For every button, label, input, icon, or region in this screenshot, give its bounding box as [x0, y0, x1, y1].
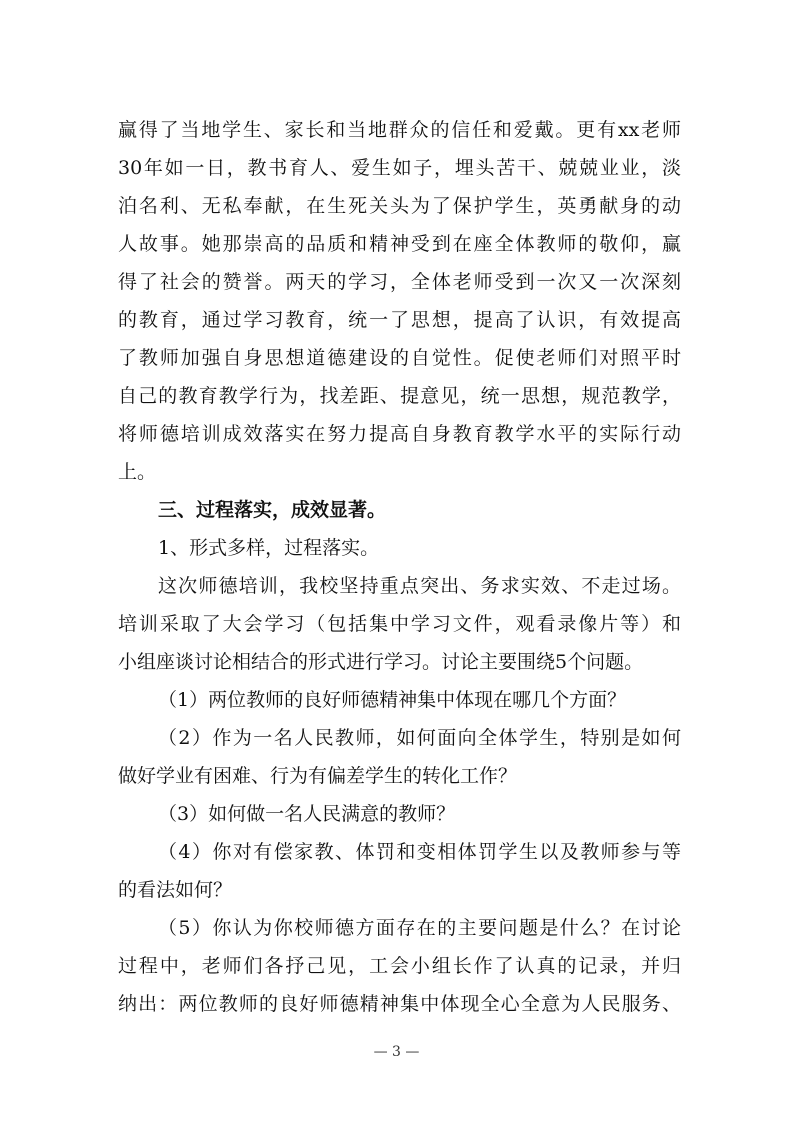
page-number: — 3 —	[373, 1044, 420, 1060]
text-line: 赢得了当地学生、家长和当地群众的信任和爱戴。更有xx老师	[118, 119, 681, 141]
paragraph	[118, 681, 681, 719]
text-line: （4）你对有偿家教、体罚和变相体罚学生以及教师参与等	[158, 841, 681, 863]
text-line: （3）如何做一名人民满意的教师？	[158, 803, 456, 825]
text-line: 上。	[118, 461, 157, 483]
paragraph	[118, 909, 681, 1023]
text-line: 得了社会的赞誉。两天的学习，全体老师受到一次又一次深刻	[118, 271, 681, 293]
section-heading	[118, 491, 681, 529]
paragraph	[118, 833, 681, 909]
text-line: 人故事。她那崇高的品质和精神受到在座全体教师的敬仰，赢	[118, 233, 681, 255]
text-line: 纳出：两位教师的良好师德精神集中体现全心全意为人民服务、	[118, 993, 681, 1015]
text-line: 培训采取了大会学习（包括集中学习文件，观看录像片等）和	[118, 613, 681, 635]
paragraph	[118, 111, 681, 491]
text-line: 这次师德培训，我校坚持重点突出、务求实效、不走过场。	[158, 575, 681, 597]
text-line: 过程中，老师们各抒己见，工会小组长作了认真的记录，并归	[118, 955, 681, 977]
text-line: 的看法如何？	[118, 879, 233, 901]
text-line: 的教育，通过学习教育，统一了思想，提高了认识，有效提高	[118, 309, 681, 331]
text-line: 将师德培训成效落实在努力提高自身教育教学水平的实际行动	[118, 423, 681, 445]
paragraph	[118, 567, 681, 681]
text-line: （1）两位教师的良好师德精神集中体现在哪几个方面？	[158, 689, 627, 711]
heading-text: 三、过程落实，成效显著。	[158, 499, 387, 521]
text-line: （5）你认为你校师德方面存在的主要问题是什么？在讨论	[158, 917, 681, 939]
document-body	[118, 111, 681, 1023]
text-line: 自己的教育教学行为，找差距、提意见，统一思想，规范教学，	[118, 385, 681, 407]
text-line: （2）作为一名人民教师，如何面向全体学生，特别是如何	[158, 727, 681, 749]
text-line: 做好学业有困难、行为有偏差学生的转化工作？	[118, 765, 518, 787]
text-line: 泊名利、无私奉献，在生死关头为了保护学生，英勇献身的动	[118, 195, 681, 217]
text-line: 1、形式多样，过程落实。	[158, 537, 380, 559]
text-line: 了教师加强自身思想道德建设的自觉性。促使老师们对照平时	[118, 347, 681, 369]
text-line: 30年如一日，教书育人、爱生如子，埋头苦干、兢兢业业，淡	[118, 157, 681, 179]
paragraph	[118, 795, 681, 833]
text-line: 小组座谈讨论相结合的形式进行学习。讨论主要围绕5个问题。	[118, 651, 644, 673]
paragraph	[118, 529, 681, 567]
paragraph	[118, 719, 681, 795]
